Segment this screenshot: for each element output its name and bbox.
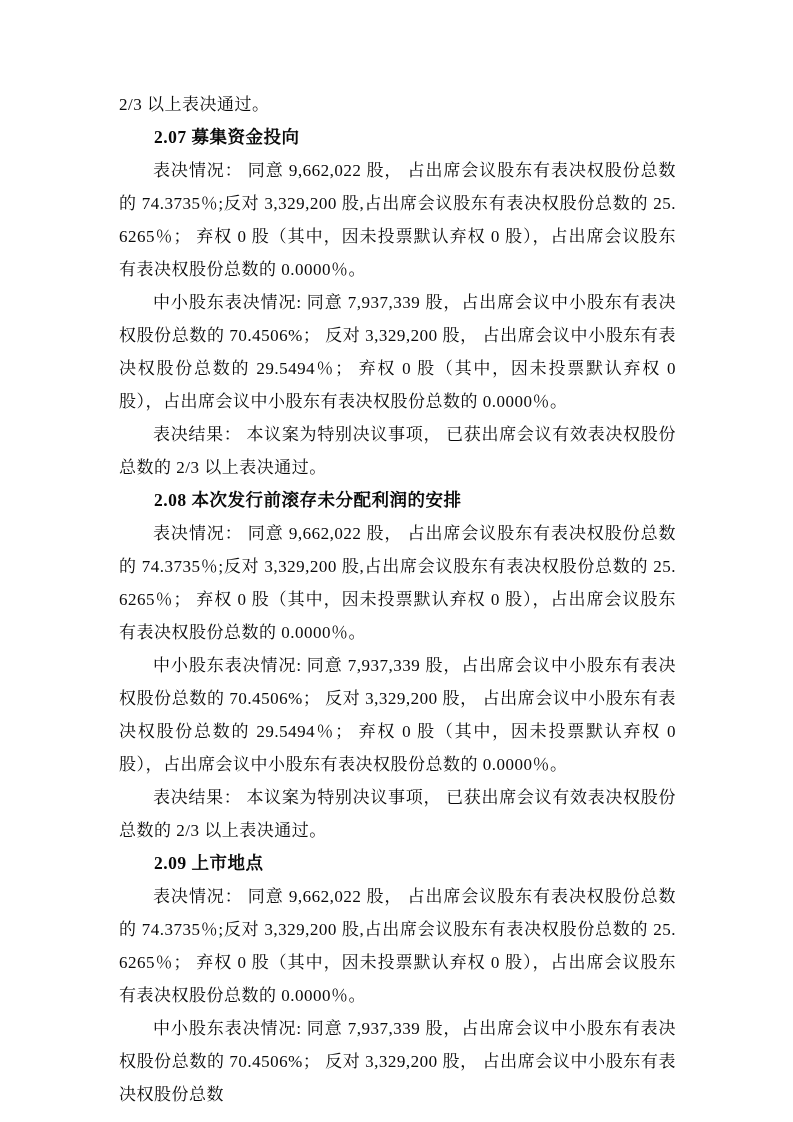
minority-vote-paragraph: 中小股东表决情况: 同意 7,937,339 股，占出席会议中小股东有表决权股份总数的 70.4506%； 反对 3,329,200 股， 占出席会议中小股东有表决权股份总数 — [119, 1019, 676, 1104]
vote-result-paragraph: 表决结果： 本议案为特别决议事项， 已获出席会议有效表决权股份总数的 2/3 以上表决通过。 — [119, 425, 676, 477]
vote-summary-paragraph: 表决情况： 同意 9,662,022 股， 占出席会议股东有表决权股份总数的 74.3735％;反对 3,329,200 股,占出席会议股东有表决权股份总数的 25.6265％； 弃权 0 股（其中，因未投票默认弃权 0 股），占出席会议股东有表决权股份总数的 0.0000％。 — [119, 887, 676, 1005]
carryover-line: 2/3 以上表决通过。 — [119, 95, 270, 114]
vote-result-paragraph: 表决结果： 本议案为特别决议事项， 已获出席会议有效表决权股份总数的 2/3 以上表决通过。 — [119, 788, 676, 840]
vote-summary-paragraph: 表决情况： 同意 9,662,022 股， 占出席会议股东有表决权股份总数的 74.3735％;反对 3,329,200 股,占出席会议股东有表决权股份总数的 25.6265％； 弃权 0 股（其中，因未投票默认弃权 0 股），占出席会议股东有表决权股份总数的 0.0000％。 — [119, 161, 676, 279]
section-heading: 2.09 上市地点 — [154, 853, 264, 873]
section-heading: 2.08 本次发行前滚存未分配利润的安排 — [154, 490, 462, 510]
section-heading: 2.07 募集资金投向 — [154, 127, 300, 147]
minority-vote-paragraph: 中小股东表决情况: 同意 7,937,339 股，占出席会议中小股东有表决权股份总数的 70.4506%； 反对 3,329,200 股， 占出席会议中小股东有表决权股份总数的 29.5494％； 弃权 0 股（其中，因未投票默认弃权 0 股），占出席会议中小股东有表决权股份总数的 0.0000％。 — [119, 293, 676, 411]
minority-vote-paragraph: 中小股东表决情况: 同意 7,937,339 股，占出席会议中小股东有表决权股份总数的 70.4506%； 反对 3,329,200 股， 占出席会议中小股东有表决权股份总数的 29.5494％； 弃权 0 股（其中，因未投票默认弃权 0 股），占出席会议中小股东有表决权股份总数的 0.0000％。 — [119, 656, 676, 774]
vote-summary-paragraph: 表决情况： 同意 9,662,022 股， 占出席会议股东有表决权股份总数的 74.3735％;反对 3,329,200 股,占出席会议股东有表决权股份总数的 25.6265％； 弃权 0 股（其中，因未投票默认弃权 0 股），占出席会议股东有表决权股份总数的 0.0000％。 — [119, 524, 676, 642]
